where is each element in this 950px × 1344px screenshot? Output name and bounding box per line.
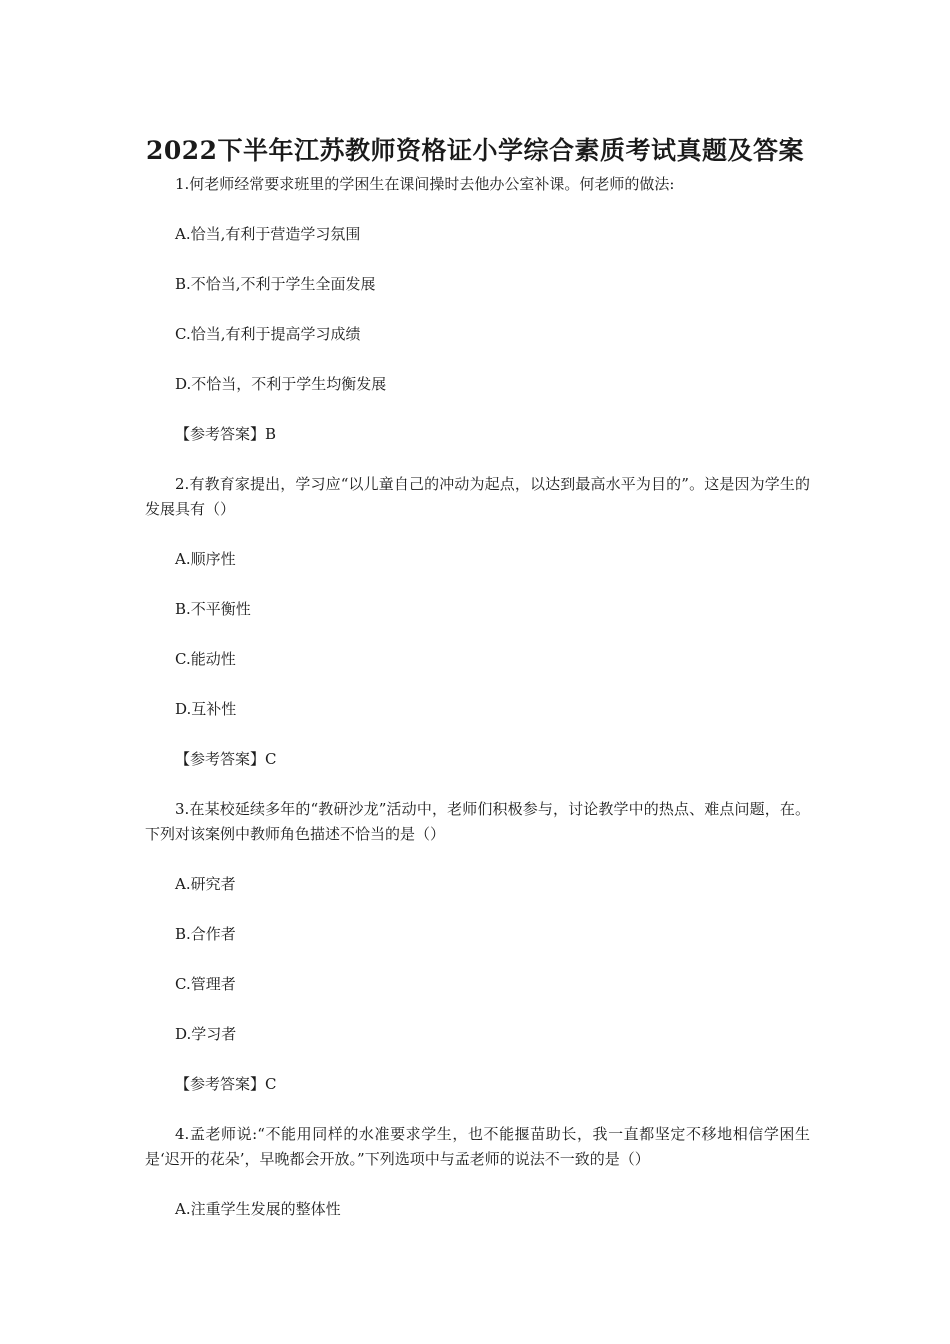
document-title: 2022下半年江苏教师资格证小学综合素质考试真题及答案 (145, 136, 805, 165)
question-stem: 2.有教育家提出，学习应“以儿童自己的冲动为起点，以达到最高水平为目的”。这是因为学生的发展具有（） (145, 475, 810, 518)
option-b: B.不恰当,不利于学生全面发展 (175, 275, 376, 293)
option-c: C.恰当,有利于提高学习成绩 (175, 325, 361, 343)
document-body (145, 172, 810, 1222)
question-1 (145, 172, 810, 447)
question-stem: 3.在某校延续多年的“教研沙龙”活动中，老师们积极参与，讨论教学中的热点、难点问题，在。下列对该案例中教师角色描述不恰当的是（） (145, 800, 810, 843)
question-3 (145, 797, 810, 1097)
reference-answer: 【参考答案】C (175, 1075, 277, 1093)
question-stem: 4.孟老师说:“不能用同样的水准要求学生，也不能揠苗助长，我一直都坚定不移地相信学困生是‘迟开的花朵’，早晚都会开放。”下列选项中与孟老师的说法不一致的是（） (145, 1125, 810, 1168)
option-d: D.学习者 (175, 1025, 237, 1043)
option-a: A.恰当,有利于营造学习氛围 (175, 225, 361, 243)
reference-answer: 【参考答案】C (175, 750, 277, 768)
option-a: A.研究者 (175, 875, 236, 893)
option-b: B.不平衡性 (175, 600, 251, 618)
question-2 (145, 472, 810, 772)
option-c: C.能动性 (175, 650, 236, 668)
question-4 (145, 1122, 810, 1222)
option-b: B.合作者 (175, 925, 236, 943)
option-c: C.管理者 (175, 975, 236, 993)
option-d: D.不恰当，不利于学生均衡发展 (175, 375, 387, 393)
option-a: A.注重学生发展的整体性 (175, 1200, 341, 1218)
question-stem: 1.何老师经常要求班里的学困生在课间操时去他办公室补课。何老师的做法: (175, 175, 675, 193)
option-d: D.互补性 (175, 700, 237, 718)
spacer (145, 447, 810, 472)
spacer (145, 772, 810, 797)
option-a: A.顺序性 (175, 550, 236, 568)
spacer (145, 1097, 810, 1122)
reference-answer: 【参考答案】B (175, 425, 277, 443)
